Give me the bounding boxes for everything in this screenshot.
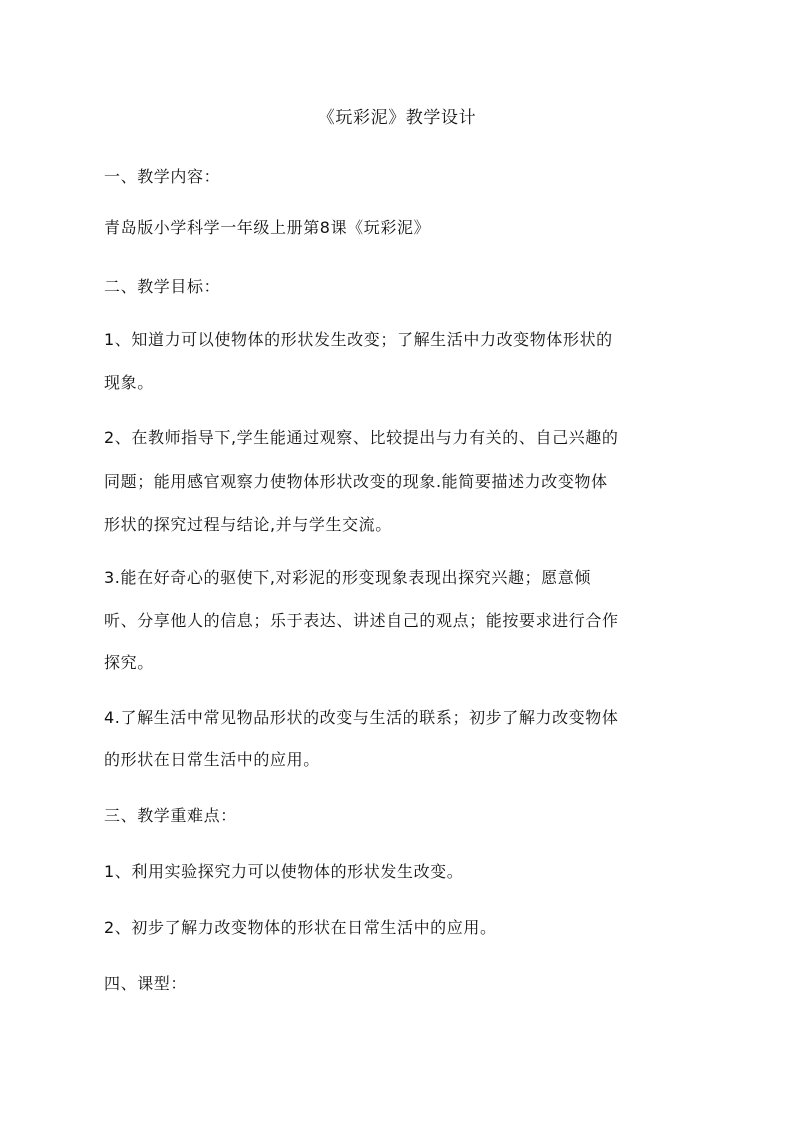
section-heading: 三、教学重难点： xyxy=(104,806,237,825)
paragraph-line: 1、利用实验探究力可以使物体的形状发生改变。 xyxy=(104,862,464,881)
paragraph-line: 青岛版小学科学一年级上册第8课《玩彩泥》 xyxy=(104,218,431,237)
document-title: 《玩彩泥》教学设计 xyxy=(317,108,477,128)
paragraph-line: 探究。 xyxy=(104,653,154,672)
paragraph-line: 同题；能用感官观察力使物体形状改变的现象.能简要描述力改变物体 xyxy=(104,472,608,491)
section-heading: 二、教学目标： xyxy=(104,277,221,296)
paragraph-line: 1、知道力可以使物体的形状发生改变；了解生活中力改变物体形状的 xyxy=(104,330,613,349)
paragraph-line: 2、初步了解力改变物体的形状在日常生活中的应用。 xyxy=(104,918,497,937)
section-heading: 四、课型： xyxy=(104,974,188,993)
paragraph-line: 形状的探究过程与结论,并与学生交流。 xyxy=(104,515,392,534)
paragraph-line: 3.能在好奇心的驱使下,对彩泥的形变现象表现出探究兴趣；愿意倾 xyxy=(104,568,591,587)
paragraph-line: 4.了解生活中常见物品形状的改变与生活的联系；初步了解力改变物体 xyxy=(104,708,619,727)
paragraph-line: 的形状在日常生活中的应用。 xyxy=(104,750,320,769)
paragraph-line: 2、在教师指导下,学生能通过观察、比较提出与力有关的、自己兴趣的 xyxy=(104,428,619,447)
paragraph-line: 现象。 xyxy=(104,373,154,392)
section-heading: 一、教学内容： xyxy=(104,167,221,186)
paragraph-line: 听、分享他人的信息；乐于表达、讲述自己的观点；能按要求进行合作 xyxy=(104,611,619,630)
